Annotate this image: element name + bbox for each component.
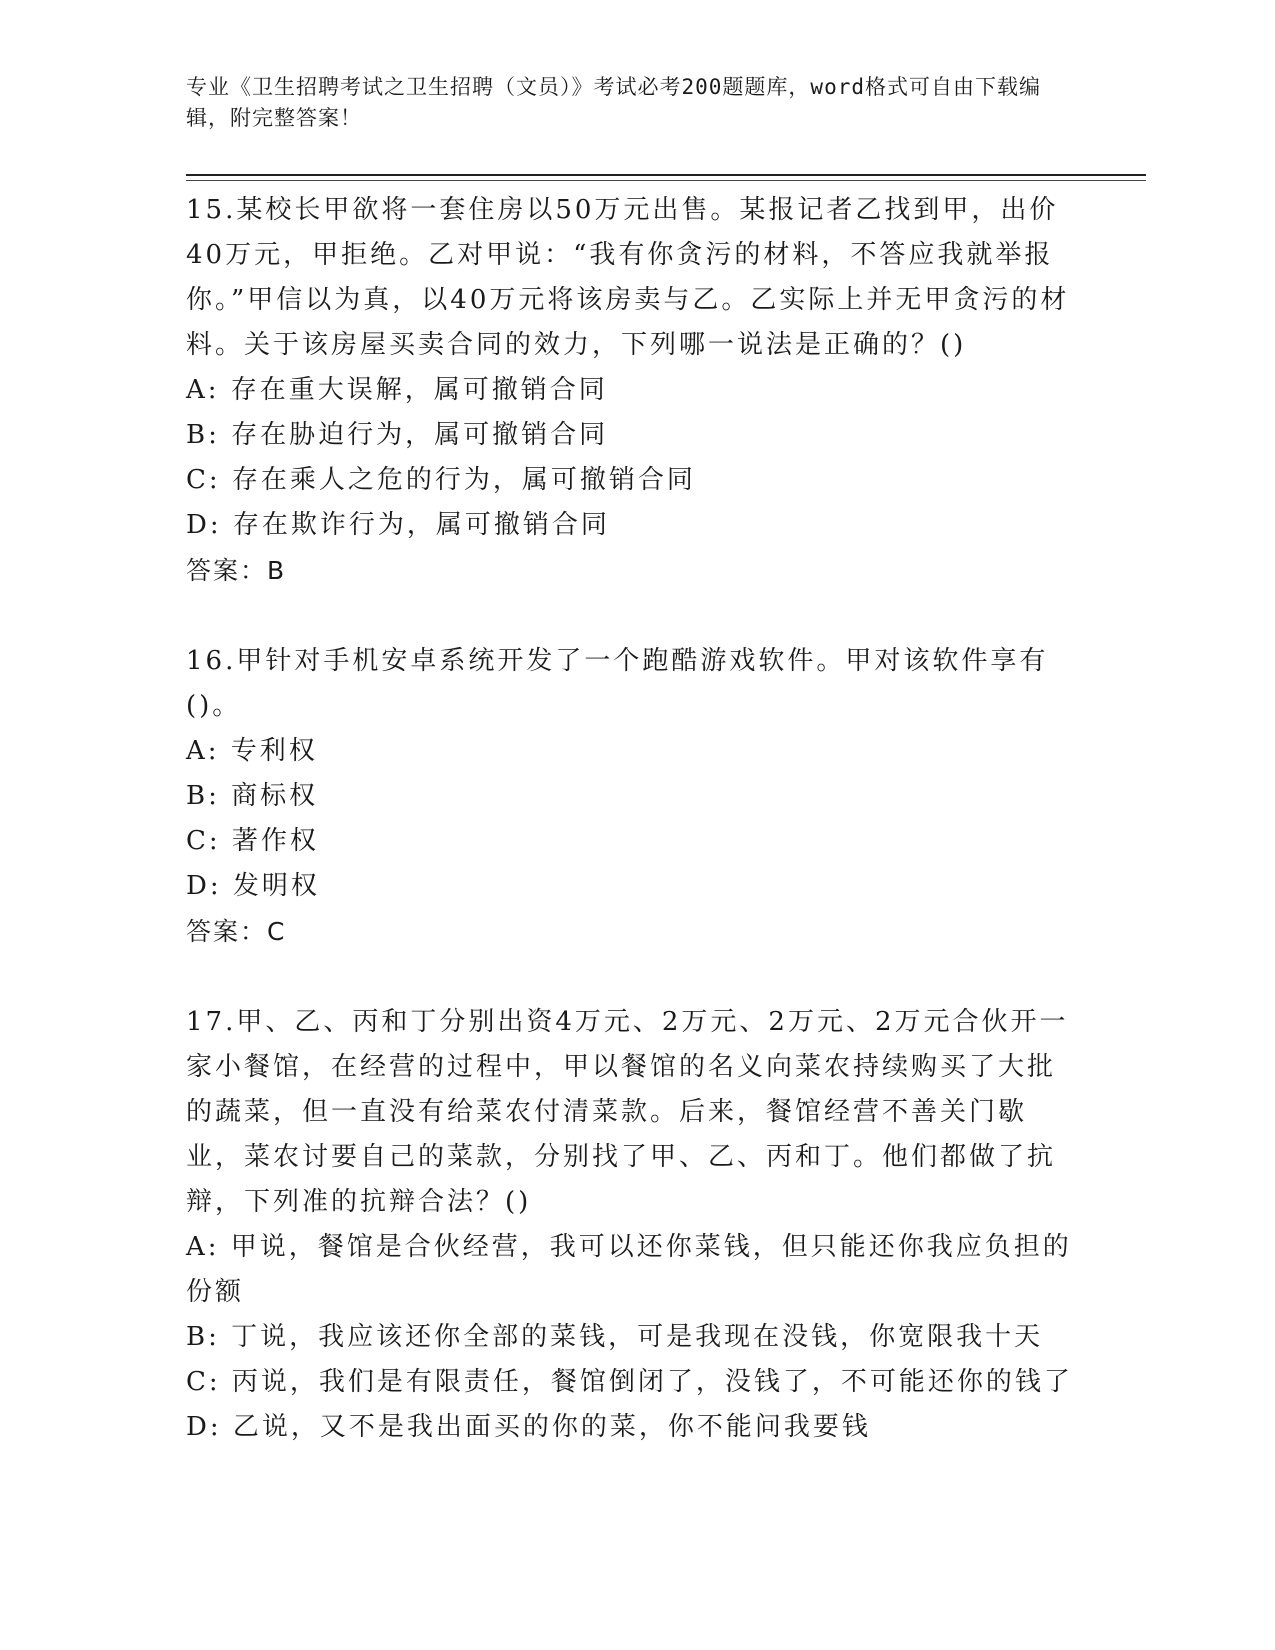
option-d: D: 乙说，又不是我出面买的你的菜，你不能问我要钱 xyxy=(186,1412,871,1442)
option-a: A: 甲说，餐馆是合伙经营，我可以还你菜钱，但只能还你我应负担的份额 xyxy=(186,1232,1072,1307)
answer: 答案：C xyxy=(186,917,287,946)
option-c: C: 存在乘人之危的行为，属可撤销合同 xyxy=(186,465,696,495)
question-17 xyxy=(186,1000,1081,1450)
question-spacer xyxy=(186,593,1081,639)
question-text: 17.甲、乙、丙和丁分别出资4万元、2万元、2万元、2万元合伙开一家小餐馆，在经营的过程中，甲以餐馆的名义向菜农持续购买了大批的蔬菜，但一直没有给菜农付清菜款。后来，餐馆经营不善关门歇业，菜农讨要自己的菜款，分别找了甲、乙、丙和丁。他们都做了抗辩，下列准的抗辩合法？() xyxy=(186,1007,1069,1217)
option-c: C: 著作权 xyxy=(186,826,319,856)
question-spacer xyxy=(186,954,1081,1000)
question-text: 16.甲针对手机安卓系统开发了一个跑酷游戏软件。甲对该软件享有()。 xyxy=(186,646,1049,721)
header-divider-thin xyxy=(186,180,1146,181)
option-b: B: 商标权 xyxy=(186,781,319,811)
question-15 xyxy=(186,188,1081,593)
option-b: B: 存在胁迫行为，属可撤销合同 xyxy=(186,420,609,450)
answer: 答案：B xyxy=(186,556,287,585)
question-text: 15.某校长甲欲将一套住房以50万元出售。某报记者乙找到甲，出价40万元，甲拒绝。乙对甲说：“我有你贪污的材料，不答应我就举报你。”甲信以为真，以40万元将该房卖与乙。乙实际上并无甲贪污的材料。关于该房屋买卖合同的效力，下列哪一说法是正确的？() xyxy=(186,195,1070,360)
option-a: A: 存在重大误解，属可撤销合同 xyxy=(186,375,608,405)
option-d: D: 发明权 xyxy=(186,871,320,901)
header-divider-thick xyxy=(186,174,1146,176)
question-16 xyxy=(186,639,1081,954)
questions-list xyxy=(186,188,1081,1450)
option-b: B: 丁说，我应该还你全部的菜钱，可是我现在没钱，你宽限我十天 xyxy=(186,1322,1044,1352)
option-d: D: 存在欺诈行为，属可撤销合同 xyxy=(186,510,610,540)
option-a: A: 专利权 xyxy=(186,736,318,766)
document-header: 专业《卫生招聘考试之卫生招聘（文员）》考试必考200题题库，word格式可自由下载编辑，附完整答案！ xyxy=(186,75,1041,130)
option-c: C: 丙说，我们是有限责任，餐馆倒闭了，没钱了，不可能还你的钱了 xyxy=(186,1367,1073,1397)
